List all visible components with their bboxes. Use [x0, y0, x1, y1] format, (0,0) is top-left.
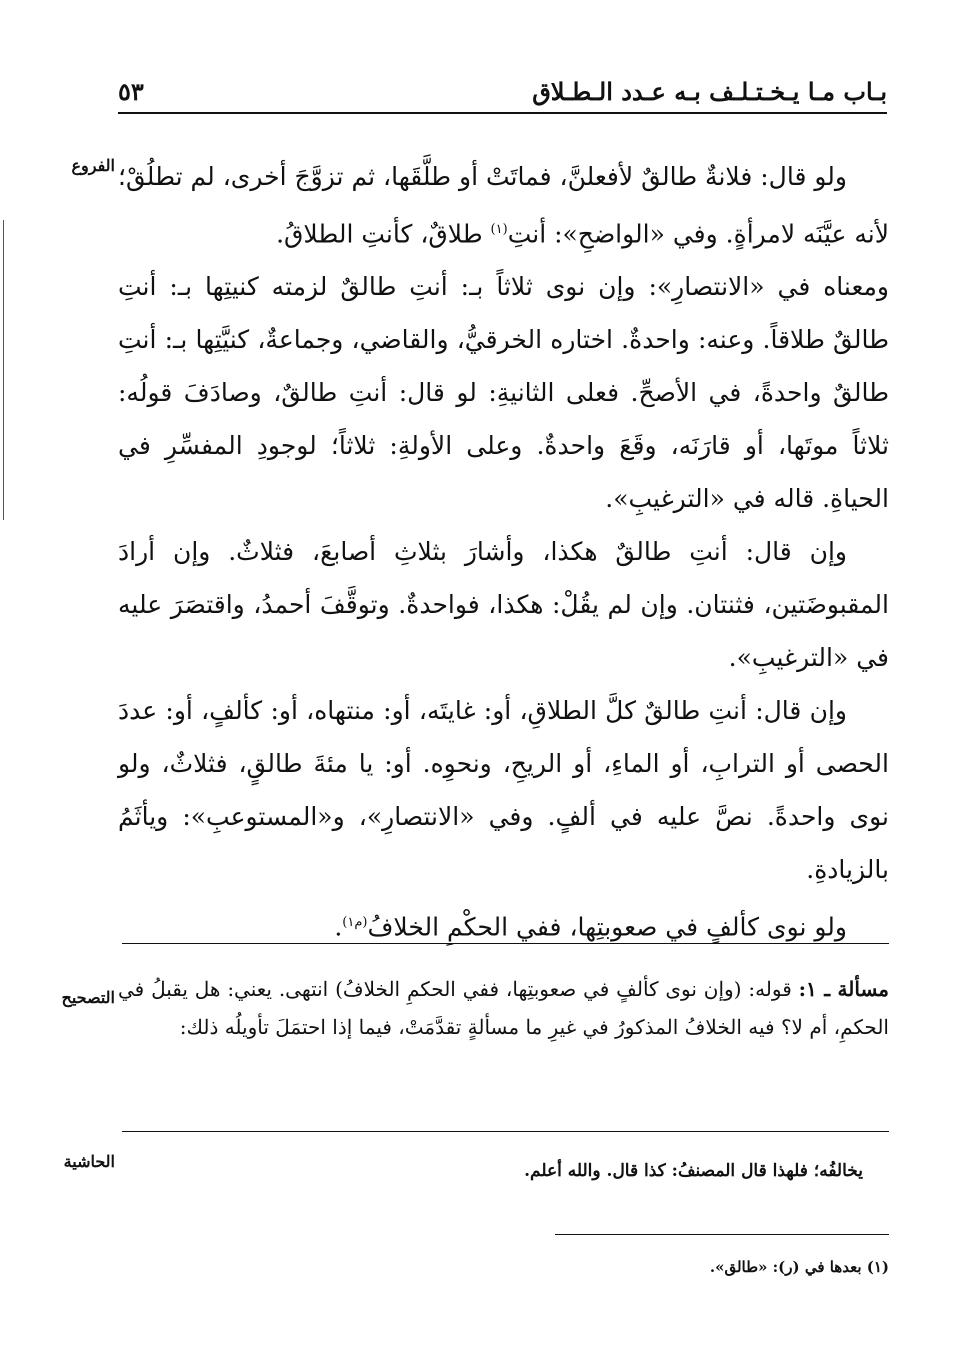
side-label-tashih: التصحيح: [61, 988, 115, 1007]
tashih-paragraph: [118, 970, 889, 1046]
paragraph-1-text: ولو قال: فلانةٌ طالقٌ لأفعلنَّ، فماتَتْ أو طلَّقَها، ثم تزوَّجَ أخرى، لم تطلُقْ؛ لأنه عيَّنَه لامرأةٍ. وفي «الواضحِ»: أنتِ: [118, 162, 889, 249]
paragraph-5: [118, 896, 889, 953]
section-divider-hashiya: [122, 1131, 889, 1132]
paragraph-2: ومعناه في «الانتصارِ»: وإن نوى ثلاثاً بـ: أنتِ طالقٌ لزمته كنيتِها بـ: أنتِ طالقٌ طلاقاً. وعنه: واحدةٌ. اختاره الخرقيُّ، والقاضي، وجماعةٌ، كنيَّتِها بـ: أنتِ طالقٌ واحدةً، في الأصحِّ. فعلى الثانيةِ: لو قال: أنتِ طالقٌ، وصادَفَ قولُه: ثلاثاً موتَها، أو قارَنَه، وقَعَ واحدةٌ. وعلى الأولةِ: ثلاثاً؛ لوجودِ المفسِّرِ في الحياةِ. قاله في «الترغيبِ».: [118, 272, 889, 514]
paragraph-1-tail: طلاقٌ، كأنتِ الطلاقُ.: [276, 219, 491, 249]
running-header: [118, 72, 887, 114]
page-edge-line: [3, 220, 4, 520]
paragraph-5-text: ولو نوى كألفٍ في صعوبتِها، ففي الحكْمِ الخلافُ: [367, 912, 847, 942]
section-divider-tashih: [122, 943, 889, 944]
masala-heading: مسألة ـ ١:: [798, 977, 890, 1001]
paragraph-3: وإن قال: أنتِ طالقٌ هكذا، وأشارَ بثلاثِ أصابعَ، فثلاثٌ. وإن أرادَ المقبوضَتين، فثنتان. وإن لم يقُلْ: هكذا، فواحدةٌ. وتوقَّفَ أحمدُ، واقتصَرَ عليه في «الترغيبِ».: [118, 537, 889, 673]
footnote-divider: [555, 1234, 889, 1235]
tashih-body: قوله: (وإن نوى كألفٍ في صعوبتِها، ففي الحكمِ الخلافُ) انتهى. يعني: هل يقبلُ في الحكمِ، أم لا؟ فيه الخلافُ المذكورُ في غيرِ ما مسألةٍ تقدَّمَتْ، فيما إذا احتمَلَ تأويلُه ذلك:: [118, 977, 889, 1039]
chapter-title: بـاب مـا يـخـتـلـف بـه عـدد الـطـلاق: [532, 77, 887, 106]
footnote-ref-1: (١): [490, 222, 508, 237]
main-text-body: [118, 150, 889, 954]
page-number: ٥٣: [118, 77, 144, 106]
footnote: [118, 1254, 889, 1280]
paragraph-5-tail: .: [334, 912, 343, 942]
side-label-furu: الفروع: [71, 156, 115, 175]
hashiya-body: يخالفُه؛ فلهذا قال المصنفُ: كذا قال. والله أعلم.: [524, 1161, 863, 1181]
hashiya-section: [118, 1156, 863, 1186]
tashih-section: [118, 970, 889, 1046]
footnote-text: (١) بعدها في (ر): «طالق».: [709, 1258, 889, 1276]
paragraph-1: [118, 150, 889, 260]
paragraph-4: وإن قال: أنتِ طالقٌ كلَّ الطلاقِ، أو: غايتَه، أو: منتهاه، أو: كألفٍ، أو: عددَ الحصى أو الترابِ، أو الماءِ، أو الريحِ، ونحوِه. أو: يا مئةَ طالقٍ، فثلاثٌ، ولو نوى واحدةً. نصَّ عليه في ألفٍ. وفي «الانتصارِ»، و«المستوعبِ»: ويأثَمُ بالزيادةِ.: [118, 696, 889, 885]
side-label-hashiya: الحاشية: [63, 1152, 115, 1171]
footnote-ref-m1: (م١): [342, 915, 368, 931]
